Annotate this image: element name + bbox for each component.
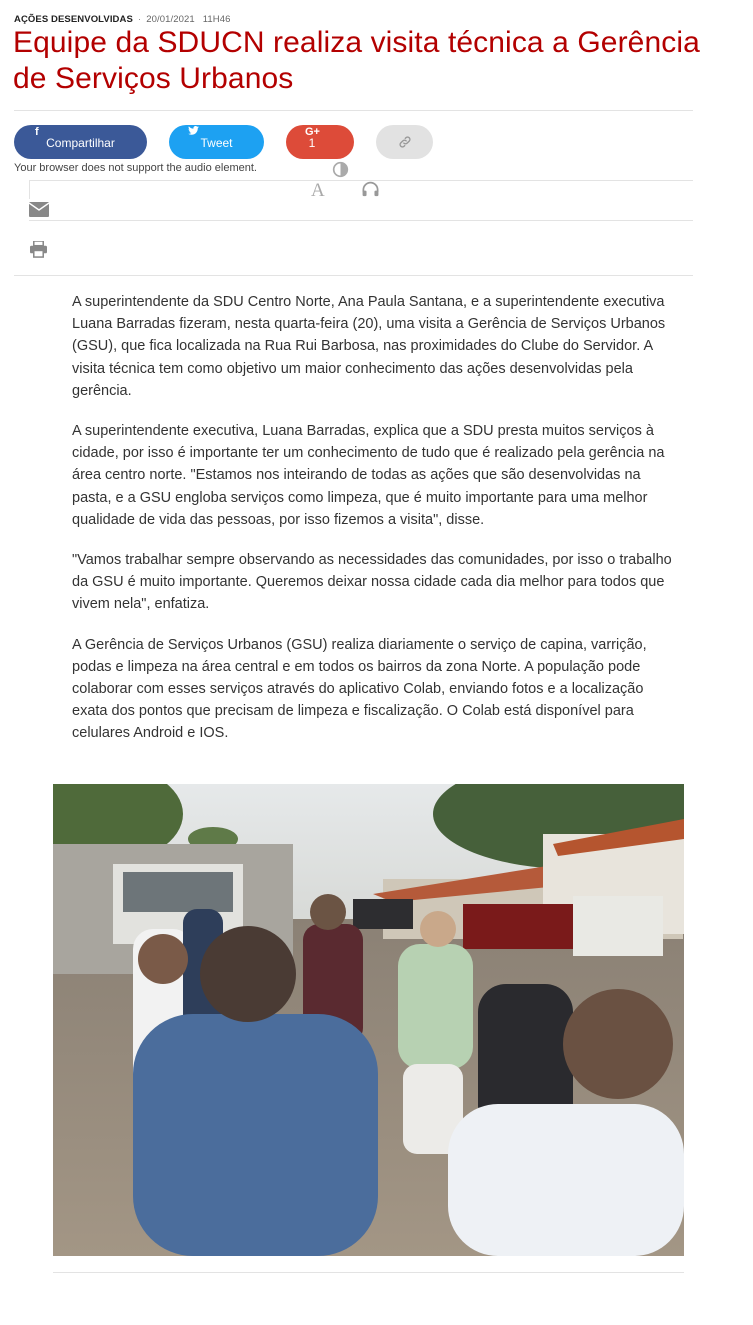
- publish-time: 11H46: [202, 14, 231, 25]
- article-body: [72, 291, 672, 763]
- googleplus-share-button[interactable]: [286, 125, 354, 159]
- facebook-icon: f: [35, 126, 39, 138]
- article-photo: [53, 784, 684, 1256]
- copy-link-button[interactable]: [376, 125, 433, 159]
- toolbar-divider-middle: [29, 220, 693, 221]
- facebook-share-button[interactable]: [14, 125, 147, 159]
- audio-unsupported-message: Your browser does not support the audio element.: [14, 162, 257, 174]
- toolbar-divider-vertical: [29, 181, 30, 199]
- article-paragraph: "Vamos trabalhar sempre observando as necessidades das comunidades, por isso o trabalho da GSU é muito importante. Queremos deixar nossa cidade cada dia melhor para todos que vivem nela", enfatiza.: [72, 552, 672, 613]
- font-size-icon[interactable]: A: [311, 180, 325, 201]
- headphones-icon[interactable]: [361, 181, 380, 202]
- publish-date: 20/01/2021: [146, 14, 195, 25]
- article-meta: [14, 14, 231, 25]
- category-label[interactable]: AÇÕES DESENVOLVIDAS: [14, 14, 133, 25]
- facebook-share-label: Compartilhar: [46, 136, 115, 150]
- link-icon: [398, 135, 412, 149]
- article-paragraph: A Gerência de Serviços Urbanos (GSU) realiza diariamente o serviço de capina, varrição, podas e limpeza na área central e em todos os bairros da zona Norte. A população pode colaborar com esses serviços através do aplicativo Colab, enviando fotos e a localização exata dos pontos que precisam de limpeza e fiscalização. O Colab está disponível para celulares Android e IOS.: [72, 636, 647, 742]
- tweet-button[interactable]: [169, 125, 264, 159]
- divider: [14, 110, 693, 111]
- print-icon[interactable]: [29, 241, 48, 263]
- divider: [53, 1272, 684, 1273]
- article-paragraph: A superintendente executiva, Luana Barradas, explica que a SDU presta muitos serviços à cidade, por isso é importante ter um conhecimento de tudo que é realizado pela gerência na área centro norte. "Estamos nos inteirando de todas as ações que são desenvolvidas na pasta, e a GSU engloba serviços como limpeza, que é muito importante para uma melhor qualidade de vida das pessoas, por isso fizemos a visita", disse.: [72, 423, 665, 528]
- article-paragraph: A superintendente da SDU Centro Norte, Ana Paula Santana, e a superintendente executiva Luana Barradas fizeram, nesta quarta-feira (20), uma visita a Gerência de Serviços Urbanos (GSU), que fica localizada na Rua Rui Barbosa, nas proximidades do Clube do Servidor. A visita técnica tem como objetivo um maior conhecimento das ações desenvolvidas pela gerência.: [72, 294, 666, 399]
- meta-separator: ·: [137, 14, 142, 25]
- googleplus-count: 1: [308, 136, 316, 150]
- googleplus-icon: G+: [305, 126, 320, 138]
- divider: [14, 275, 693, 276]
- article-title: Equipe da SDUCN realiza visita técnica a Gerência de Serviços Urbanos: [13, 26, 700, 95]
- tweet-label: Tweet: [200, 136, 233, 150]
- mail-icon[interactable]: [29, 202, 49, 222]
